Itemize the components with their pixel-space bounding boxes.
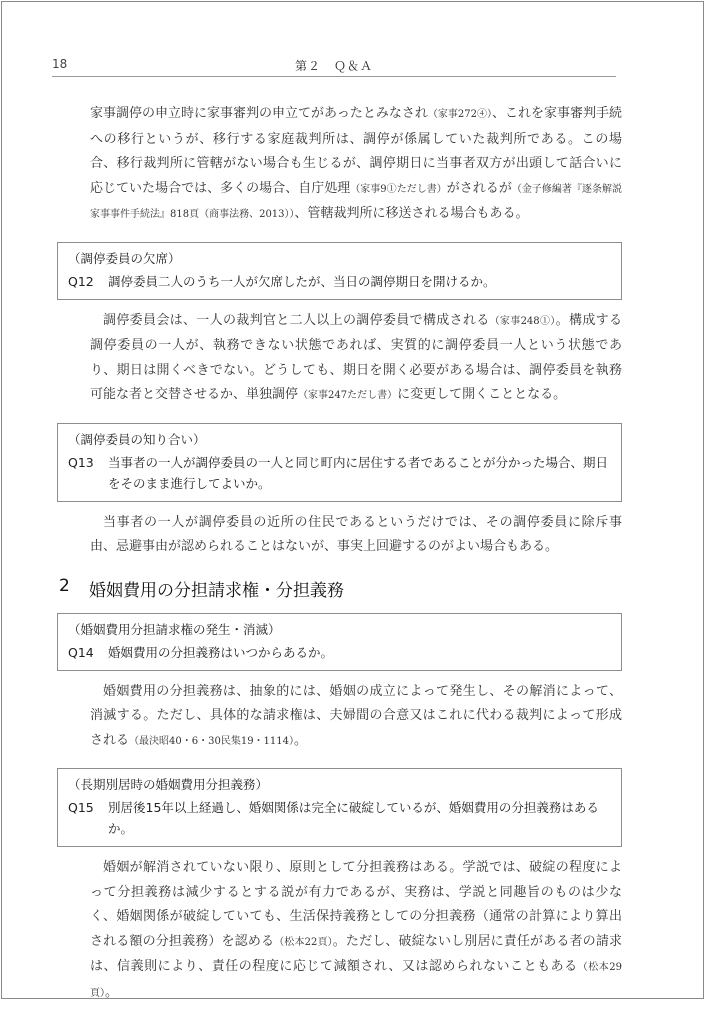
- question-topic: （長期別居時の婚姻費用分担義務）: [68, 777, 269, 792]
- question-topic: （調停委員の知り合い）: [68, 431, 206, 447]
- question-box-q14: [57, 613, 622, 671]
- section-title: 婚姻費用の分担請求権・分担義務: [89, 580, 344, 601]
- page-number: 18: [52, 57, 68, 71]
- text: 。構成する調停委員の一人が、執務できない状態であれば、実質的に調停委員一人という状態であり、期日は開くべきでない。どうしても、期日を開く必要がある場合は、調停委員を執務可能な者と交替させるか、単独調停: [90, 312, 622, 402]
- answer-q14: [57, 680, 622, 755]
- paragraph-transfer: [57, 102, 632, 228]
- citation: （家事272④）: [427, 109, 492, 120]
- section-number: 2: [59, 575, 70, 596]
- question-number: Q15: [68, 800, 94, 815]
- question-number: Q13: [68, 454, 94, 470]
- question-topic: （調停委員の欠席）: [68, 250, 181, 266]
- question-box-q13: [57, 423, 622, 502]
- question-text: 調停委員二人のうち一人が欠席したが、当日の調停期日を開けるか。: [108, 273, 496, 289]
- citation: （家事247ただし書）: [298, 390, 398, 401]
- question-number: Q14: [68, 644, 94, 660]
- page-header: [52, 54, 616, 77]
- text: 調停委員会は、一人の裁判官と二人以上の調停委員で構成される: [103, 312, 490, 328]
- text: がされるが: [446, 180, 512, 196]
- text: 、管轄裁判所に移送される場合もある。: [294, 206, 529, 221]
- citation: （松本22頁）: [274, 936, 333, 948]
- text: 、これを家事審判手続への移行というが、移行する家庭裁判所は、調停が係属していた裁判所である。この場合、移行裁判所に管轄がない場合も生じるが、調停期日に当事者双方が出頭して話合いに応じていた場合では、多くの場合、自庁処理: [90, 106, 622, 196]
- answer-q15: [57, 856, 622, 1006]
- question-text: 別居後15年以上経過し、婚姻関係は完全に破綻しているが、婚姻費用の分担義務はあるか。: [108, 800, 599, 836]
- text: 婚姻費用の分担義務は、抽象的には、婚姻の成立によって発生し、その解消によって、消滅する。ただし、具体的な請求権は、夫婦間の合意又はこれに代わる裁判によって形成される: [90, 683, 622, 748]
- text: 。ただし、破綻ないし別居に責任がある者の請求は、信義則により、責任の程度に応じて減額され、又は認められないこともある: [90, 933, 622, 974]
- citation: （金子修編著『逐条解説 家事事件手続法』818頁（商事法務、2013））: [90, 183, 632, 220]
- citation: （松本29頁）: [90, 962, 623, 999]
- question-number: Q12: [68, 273, 94, 289]
- page-content: [57, 102, 632, 1020]
- question-topic: （婚姻費用分担請求権の発生・消滅）: [68, 621, 281, 637]
- answer-q13: [57, 511, 622, 560]
- citation: （家事248①）: [489, 315, 556, 327]
- citation: （最決昭40・6・30民集19・1114）: [129, 735, 295, 747]
- text: 当事者の一人が調停委員の近所の住民であるというだけでは、その調停委員に除斥事由、忌避事由が認められることはないが、事実上回避するのがよい場合もある。: [90, 514, 622, 554]
- text: 。: [294, 732, 308, 748]
- text: 婚姻が解消されていない限り、原則として分担義務はある。学説では、破綻の程度によって分担義務は減少するとする説が有力であるが、実務は、学説と同趣旨のものは少なく、婚姻関係が破綻していても、生活保持義務としての分担義務（通常の計算により算出される額の分担義務）を認める: [90, 860, 622, 949]
- question-box-q12: [57, 242, 622, 300]
- running-head: 第２ Ｑ＆Ａ: [294, 59, 373, 73]
- question-text: 当事者の一人が調停委員の一人と同じ町内に居住する者であることが分かった場合、期日をそのまま進行してよいか。: [108, 454, 609, 491]
- text: に変更して開くこととなる。: [397, 387, 567, 402]
- answer-q12: [57, 309, 622, 409]
- document-page: [1, 1, 704, 999]
- question-text: 婚姻費用の分担義務はいつからあるか。: [108, 644, 334, 660]
- section-heading: [57, 576, 622, 601]
- question-box-q15: [57, 768, 622, 847]
- text: 。: [105, 984, 119, 1000]
- text: 家事調停の申立時に家事審判の申立てがあったとみなされ: [90, 106, 428, 121]
- citation: （家事9①ただし書）: [350, 183, 447, 195]
